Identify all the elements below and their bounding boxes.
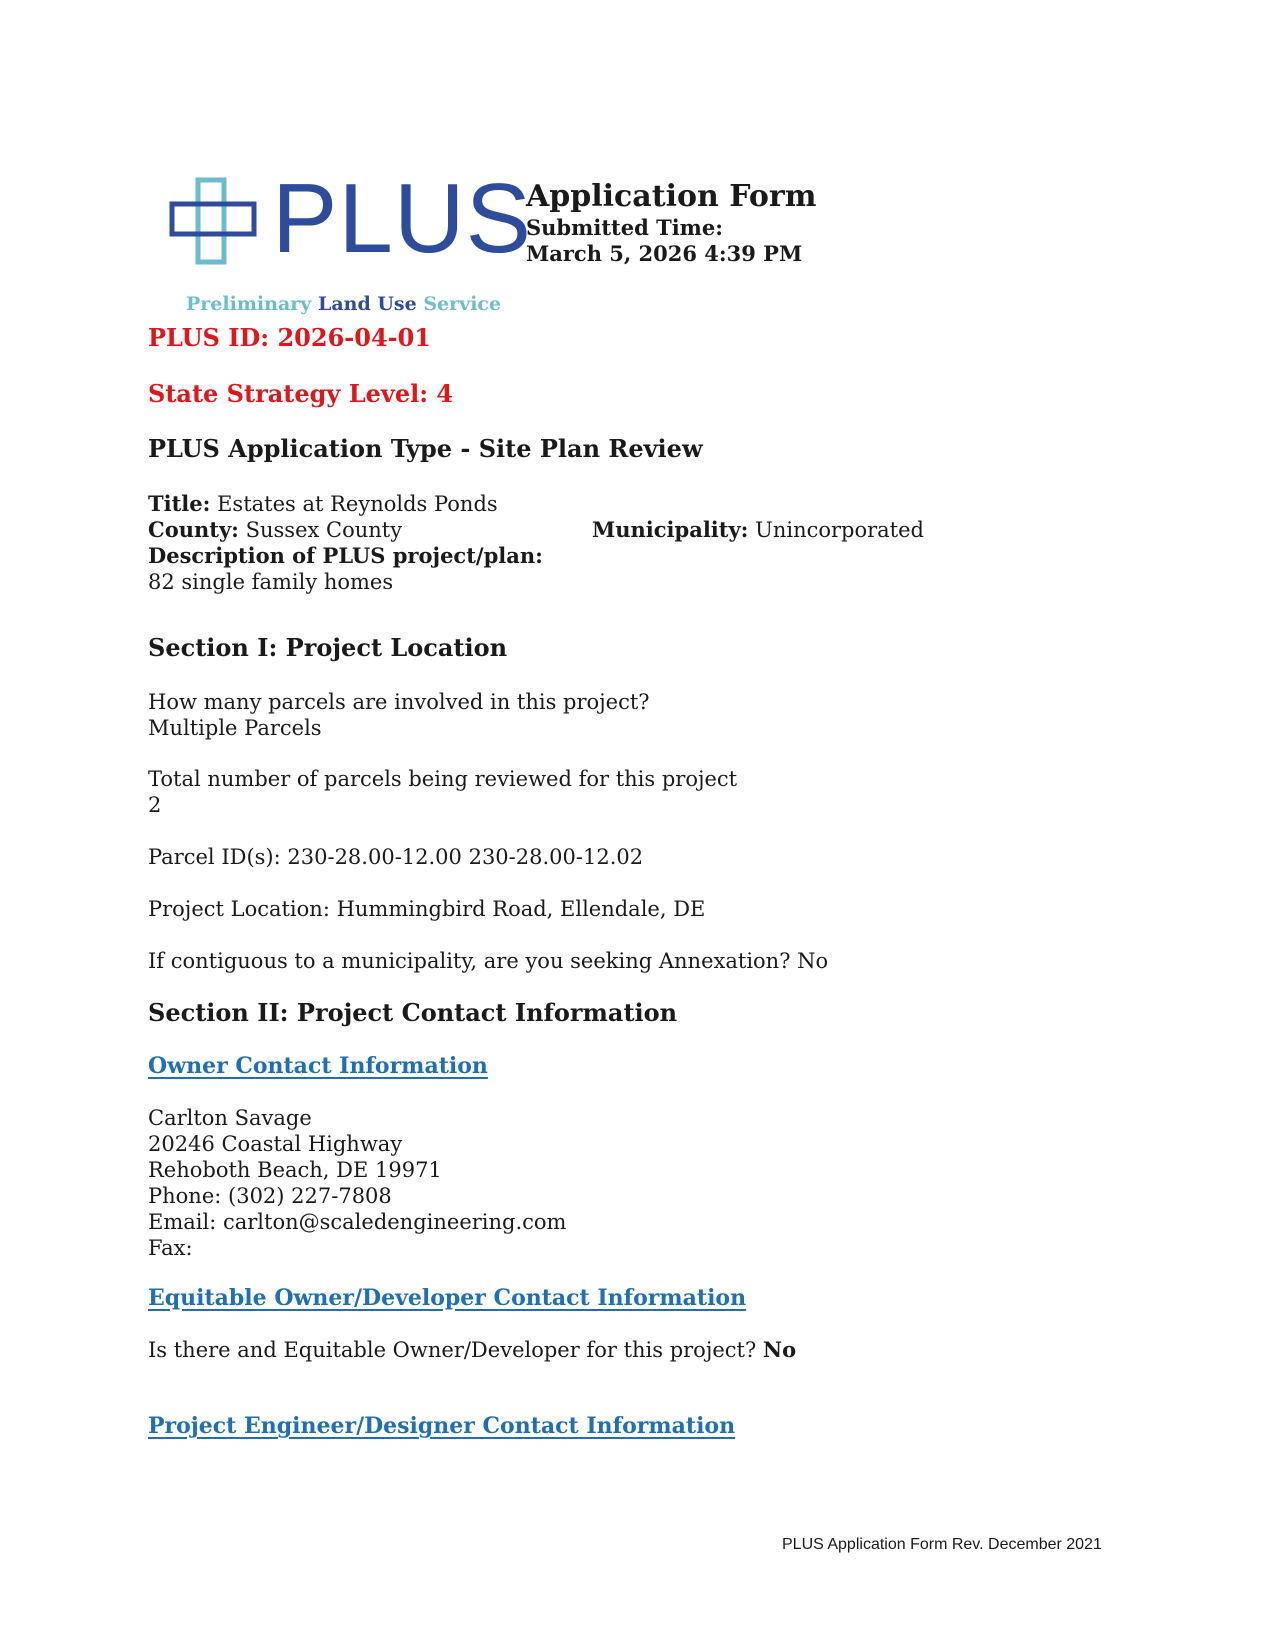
owner-address-2: Rehoboth Beach, DE 19971 [148, 1158, 442, 1182]
equitable-owner-answer: No [762, 1337, 797, 1362]
title-label: Title: [148, 491, 211, 516]
page-title: Application Form [526, 179, 817, 214]
equitable-owner-link[interactable]: Equitable Owner/Developer Contact Information [148, 1285, 747, 1311]
submitted-label: Submitted Time: [526, 215, 724, 240]
application-type: PLUS Application Type - Site Plan Review [148, 434, 703, 463]
county-label: County: [148, 517, 239, 542]
section-1-heading: Section I: Project Location [148, 633, 508, 662]
owner-name: Carlton Savage [148, 1106, 312, 1130]
county-value: Sussex County [245, 518, 403, 542]
owner-fax-label: Fax: [148, 1236, 193, 1260]
logo-tagline-word-2: Land Use [317, 293, 417, 315]
owner-contact-link[interactable]: Owner Contact Information [148, 1053, 488, 1079]
location-value: Hummingbird Road, Ellendale, DE [336, 897, 706, 921]
annexation-field [148, 948, 828, 974]
plus-id: PLUS ID: 2026-04-01 [148, 323, 431, 352]
cross-icon [168, 176, 258, 266]
owner-phone-value: (302) 227-7808 [228, 1184, 392, 1208]
county-field [148, 517, 402, 543]
section-2-heading: Section II: Project Contact Information [148, 998, 678, 1027]
municipality-label: Municipality: [592, 517, 749, 542]
owner-email-value: carlton@scaledengineering.com [222, 1210, 567, 1234]
owner-email-label: Email: [148, 1210, 217, 1234]
total-parcels-question: Total number of parcels being reviewed for this project [148, 767, 738, 791]
location-label: Project Location: [148, 897, 330, 921]
parcel-ids-field [148, 844, 643, 870]
title-value: Estates at Reynolds Ponds [217, 492, 498, 516]
description-label: Description of PLUS project/plan: [148, 543, 543, 568]
logo-wordmark: PLUS [272, 163, 533, 273]
page-footer: PLUS Application Form Rev. December 2021 [782, 1536, 1102, 1553]
logo-tagline [186, 292, 501, 316]
equitable-owner-question: Is there and Equitable Owner/Developer for this project? [148, 1338, 757, 1362]
project-engineer-link[interactable]: Project Engineer/Designer Contact Information [148, 1413, 736, 1439]
total-parcels-answer: 2 [148, 793, 162, 817]
owner-phone-label: Phone: [148, 1184, 222, 1208]
location-field [148, 896, 705, 922]
submitted-value: March 5, 2026 4:39 PM [526, 241, 803, 266]
logo-tagline-word-1: Preliminary [186, 293, 312, 315]
owner-address-1: 20246 Coastal Highway [148, 1132, 403, 1156]
annexation-answer: No [797, 949, 829, 973]
municipality-value: Unincorporated [755, 518, 924, 542]
owner-email [148, 1209, 566, 1235]
annexation-question: If contiguous to a municipality, are you seeking Annexation? [148, 949, 791, 973]
parcels-answer: Multiple Parcels [148, 716, 322, 740]
parcel-ids-label: Parcel ID(s): [148, 845, 281, 869]
title-field [148, 491, 498, 517]
owner-phone [148, 1183, 392, 1209]
municipality-field [592, 517, 924, 543]
description-value: 82 single family homes [148, 570, 394, 594]
equitable-owner-field [148, 1337, 796, 1363]
parcels-question: How many parcels are involved in this project? [148, 690, 650, 714]
strategy-level: State Strategy Level: 4 [148, 379, 454, 408]
parcel-ids-value: 230-28.00-12.00 230-28.00-12.02 [287, 845, 644, 869]
logo-tagline-word-3: Service [423, 293, 502, 315]
